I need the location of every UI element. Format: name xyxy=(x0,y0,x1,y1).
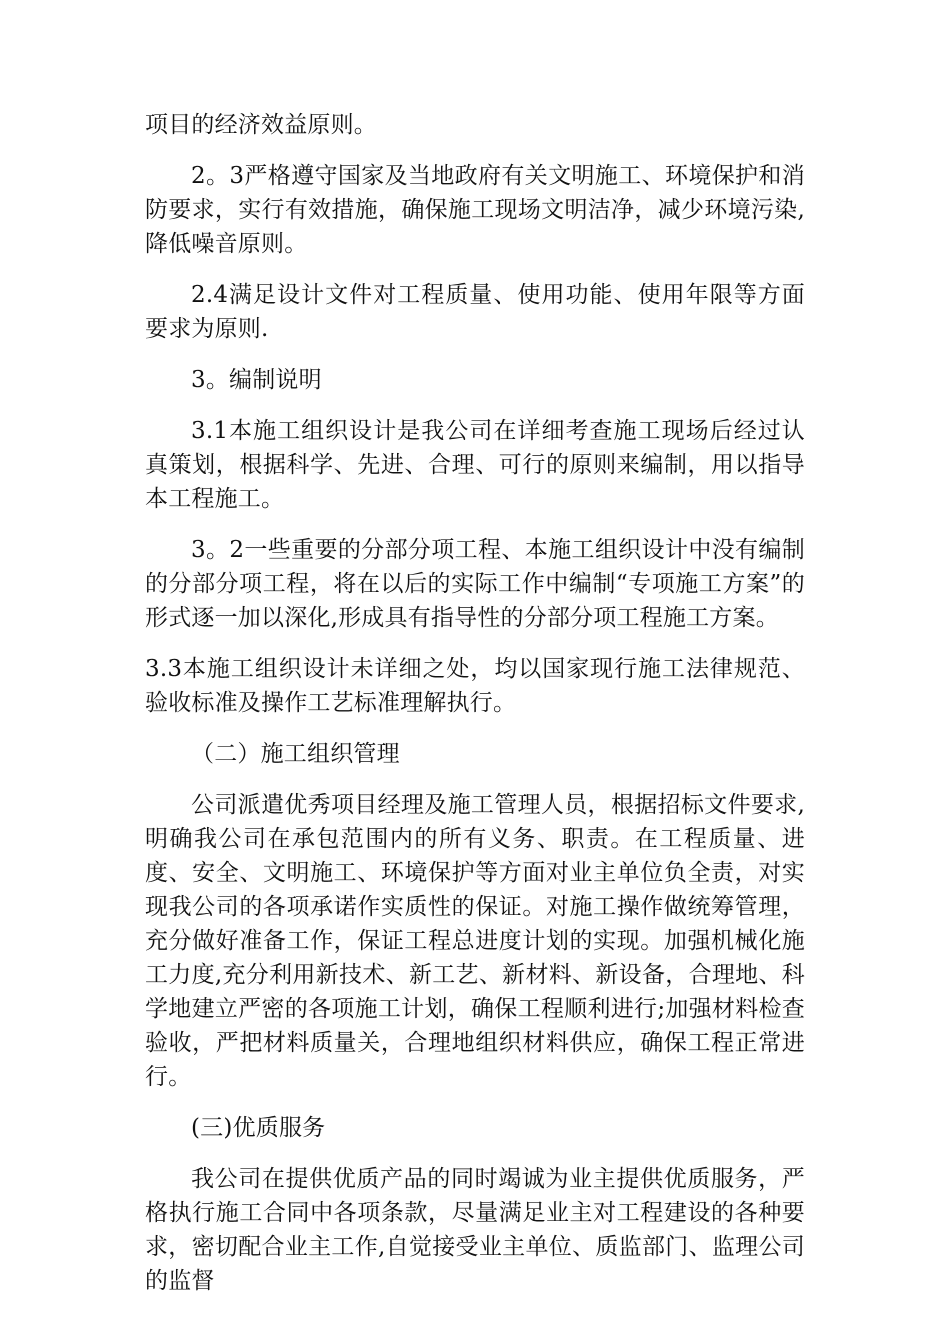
paragraph-3-3: 3.3本施工组织设计未详细之处，均以国家现行施工法律规范、验收标准及操作工艺标准理解执行。 xyxy=(145,656,805,716)
paragraph-2-4: 2.4满足设计文件对工程质量、使用功能、使用年限等方面要求为原则. xyxy=(145,282,805,342)
heading-quality-service: (三)优质服务 xyxy=(191,1115,326,1141)
paragraph-management-body: 公司派遣优秀项目经理及施工管理人员，根据招标文件要求,明确我公司在承包范围内的所有义务、职责。在工程质量、进度、安全、文明施工、环境保护等方面对业主单位负全责，对实现我公司的各项承诺作实质性的保证。对施工操作做统筹管理，充分做好准备工作，保证工程总进度计划的实现。加强机械化施工力度,充分利用新技术、新工艺、新材料、新设备，合理地、科学地建立严密的各项施工计划，确保工程顺利进行;加强材料检查验收，严把材料质量关，合理地组织材料供应，确保工程正常进行。 xyxy=(145,792,805,1090)
paragraph-service-body: 我公司在提供优质产品的同时竭诚为业主提供优质服务，严格执行施工合同中各项条款，尽量满足业主对工程建设的各种要求，密切配合业主工作,自觉接受业主单位、质监部门、监理公司的监督 xyxy=(145,1166,805,1294)
heading-construction-management: （二）施工组织管理 xyxy=(191,741,400,767)
paragraph-2-3: 2。3严格遵守国家及当地政府有关文明施工、环境保护和消防要求，实行有效措施，确保施工现场文明洁净，减少环境污染,降低噪音原则。 xyxy=(145,163,805,257)
paragraph-3-1: 3.1本施工组织设计是我公司在详细考查施工现场后经过认真策划，根据科学、先进、合理、可行的原则来编制，用以指导本工程施工。 xyxy=(145,418,805,512)
document-page xyxy=(145,108,805,1298)
heading-3-compilation-notes: 3。编制说明 xyxy=(191,367,322,393)
paragraph-continuation: 项目的经济效益原则。 xyxy=(145,112,377,138)
paragraph-3-2: 3。2一些重要的分部分项工程、本施工组织设计中没有编制的分部分项工程，将在以后的实际工作中编制“专项施工方案”的形式逐一加以深化,形成具有指导性的分部分项工程施工方案。 xyxy=(145,537,805,631)
